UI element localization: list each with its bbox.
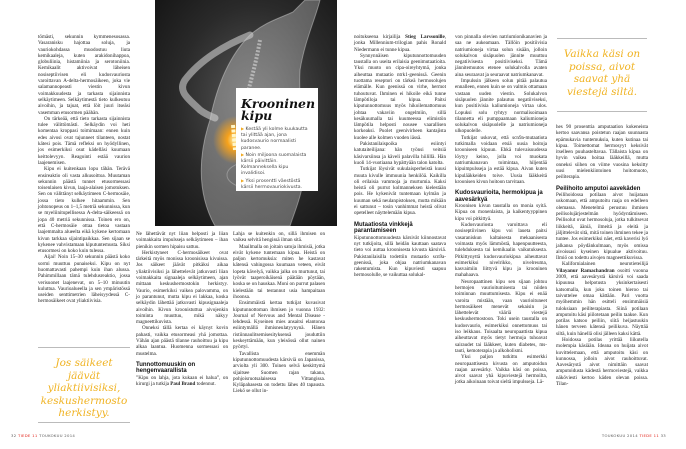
magazine-brand: TIEDE 11 <box>17 433 38 438</box>
issue-date: TOUKOKUU 2014 <box>601 433 638 438</box>
paragraph-text: Kalifornialainen neurotieteilijä <box>562 261 648 268</box>
issue-date: TOUKOKUU 2014 <box>39 433 76 438</box>
paragraph-text: Tutkijat uskovat, että scn9a-mutaatiota tutkimalla voidaan etsiä uusia hoitoja krooniseen kipuun. Ehkä tulevaisuudessa löytyy keino, jolla voi muokata natriumkanavan toimintaa, hiljentää kipuimpulsseja ja estää kipua. Aivan kuten kipulääkkeiden toive. Uusia lääkkeitä kroonisen kivun hoitoon tarvitaan. <box>455 134 547 185</box>
right-column-1 <box>354 34 446 279</box>
paragraph-text: Peilihoidossa potilaan aivot huijataan uskomaan, että amputoitu raaja on edelleen olemassa. Menetelmä perustuu ihmisen peilisolujärjestelmän hyödyntämiseen. Peilisolut ovat hermosoluja, jotka tulkitsevat liikkeitä, ääniä, ilmeitä ja eleitä ja jäljittelevät sitä, mitä toinen ihminen tekee ja tuntee. Jos esimerkiksi näet, että kaverisi lyö jalkansa pöydänkulmaan, myös omissa aivoissasi kyseinen kipualue aktivoituu. Ilmiö on todettu aivojen magneettikuvissa. <box>556 192 648 262</box>
magazine-brand: TIEDE 11 <box>639 433 660 438</box>
paragraph-text: Herkistyneet C-hermosäikeet ovat tärkeitä myös monissa kroonisissa kivuissa. Jos säikeet jäävät pitkäksi aikaa yliaktiivisiksi ja lähettelevät jatkuvasti liian voimakkaita signaaleja selkäytimeen, ajan mittaan keskushermostokin herkistyy. Vaurio, esimerkiksi vaikea palovamma, on jo parantunut, mutta kipu ei lakkaa, koska selkäydin lähettää jatkuvasti kipusignaaleja aivoihin. Kivun kroonistuttua aivojenkin toiminta muuttuu, mikä näkyy magneettikuvista. <box>136 249 228 326</box>
paragraph-text: tömästi, sekunnin kymmenesosassa. Vasaranisku hajottaa soluja, ja vauriokohdassa muodostuu liuta kemikaaleja, kuten arakidonihappoa, globuliinia, histamiinia ja serotoniinia. Kemikaalit aktivoivat läheisen nosiseptiivisen eli kudosvauriosta varoittavan A-delta-hermosäikeen, joka vie salamannopeasti viestin kivun voimakkuudesta ja tarkasta sijainnista selkäytimeen. Selkäytimestä tieto kulkeutuu aivoihin, ja tajuat, että löit juuri itseäsi vasemman etusormen päähän. <box>38 34 130 116</box>
right-column-2 <box>455 34 547 386</box>
body-paragraph <box>38 166 130 254</box>
infobox-item-text: Noin miljoona suomalaista kärsii päivittäin. Kolmanneksella kipu invalidisoi. <box>241 152 307 177</box>
body-paragraph <box>354 53 446 141</box>
page-number: 33 <box>660 433 666 438</box>
left-column-2 <box>136 231 228 388</box>
paragraph-text: Yksi paljon tutkittu esimerkki neuropaattisesta kivusta on amputoidun raajan aavesärky. Vaikka käsi on poissa, aivot saavat yhä kipuviestejä hermoilta, jotka aikoinaan toivat sieltä impulsseja. Lä- <box>455 354 547 386</box>
body-paragraph <box>38 116 130 166</box>
body-paragraph <box>455 203 547 222</box>
pull-quote <box>557 38 647 112</box>
section-subheading: Peilihoito amputoi aavekäden <box>556 185 641 192</box>
page-footer-right <box>602 433 666 438</box>
paragraph-text: Ensimmäistä kertaa tutkijat kuvasivat kiputunnottoman ihmisen jo vuonna 1932: Journal of Nervous and Mental Disease -lehdessä. Kyseinen mies ansaitsi elantonsa esiintymällä ihmisneulatyynynä. Hänen ristiinnaulitsemisesityksensä jouduttiin keskeyttämään, kun yleisössä ollut nainen pyörtyi. <box>233 300 325 351</box>
body-paragraph <box>354 235 446 279</box>
paragraph-text: Ne lähettävät nyt liian helposti ja liian voimakkaita impulsseja selkäytimeen – ihan pienikin sormen hipaisu sattuu. <box>136 231 228 250</box>
chronic-pain-infobox <box>236 88 318 191</box>
body-paragraph <box>233 244 325 301</box>
paragraph-text: Hoidossa potilas yrittää liikutella molempia käsiään. Ideana on huijata aivot kuvittelemaan, että amputoitu käsi on kunnossa, jolloin aivot rauhoittuvat. Aavesärystä aivot nimittäin saavat amputoidusta kädestä hermoviestejä, vaikka näköviesti kertoo käden olevan poissa. Tilan- <box>556 337 648 388</box>
body-paragraph <box>556 192 648 261</box>
bold-name: Stieg Larssonille <box>405 34 445 40</box>
body-paragraph <box>136 325 228 356</box>
paragraph-text: Lahja se kuitenkin on, sillä ihmisen on vaikea selvitä hengissä ilman sitä. <box>233 231 325 244</box>
body-paragraph <box>38 254 130 304</box>
page-number: 32 <box>11 433 17 438</box>
paragraph-text: von pinnalla olevien natriumionikanavien ja saa ne aukeamaan. Tällöin positiivisia natriumioneja virtaa solun sisään, jolloin solukalvon sisäpuolen jännite muuttuu negatiivisesta positiiviseksi. Tämä jännitemuutos etenee solukalvolla avaten aina seuraavat ja seuraavat natriumkanavat. <box>455 34 547 78</box>
body-paragraph <box>136 375 228 388</box>
body-paragraph <box>38 34 130 116</box>
paragraph-text: Kudosvauriosta varoittava eli nosiseptiivinen kipu voi laueta paitsi vasaraniskun kaltaisesta mekaanisesta voimasta myös lämmöstä, hapenpuutteesta, tulehduksesta tai kemikaalin vaikutuksesta. Pitkittynyttä kudosvauriokipua aiheuttavat esimerkiksi nivelrikko, nivelreuma, kasvaimiin liittyvä kipu ja krooninen mahahaava. <box>455 222 547 279</box>
left-column-1 <box>38 34 130 305</box>
bold-name: Vilayanur Ramachandran <box>556 267 615 274</box>
left-column-3 <box>233 231 325 395</box>
paragraph-text: hes 90 prosenttia amputaation kokeneista kertoo saavansa poistetun raajan suunnasta epämukavia tuntemuksia, kuten kutinaa tai kipua. Toimettomat hermosyyt keksivät itselleen puuhasteltavaa. Tällaista kipua on hyvin vaikea hoitaa lääkkeillä, mutta onneksi siihen on viime vuosina keksitty uusi mielenkiintoinen hoitomuoto, peiliterapia. <box>556 124 648 181</box>
paragraph-text: , jonka Millennium-trilogian pahis Ronald Niedermann ei tunne kipua. <box>354 34 446 53</box>
paragraph-text: Onneksi tällä kertaa ei käynyt kovin pahasti, vaikka etusormeasi yhä jomottaa. Vähän ajan päästä tilanne rauhoittuu ja kipu alkaa laantua. Huomenna sormessasi on mustelma. <box>136 325 228 357</box>
pull-quote <box>38 347 130 423</box>
paragraph-text: Pakistanilaispoika esiintyi katutaiteilijana: hän työnsi veitsiä käsivarsiinsa ja käveli palavilla hiilillä. Hän kuoli 14-vuotiaana hypättyään talon katolta. <box>354 141 446 166</box>
paragraph-text: ”Kipu on lahja, jota kukaan ei halua”, on kirurgi ja tutkija <box>136 374 228 388</box>
right-page <box>343 0 686 449</box>
paragraph-text: Kipu ei kuitenkaan lopu tähän. Terävä ensireaktio oli vasta alkusoittoa. Muutaman sekunnin päästä tunnet etusormessasi toisenlaisen kivun, laaja-alaisen jomotuksen. Sen on välittänyt selkäytimeen C-hermosäie, jossa tieto kulkee hitaammin. Sen johtonopeus on 1–1,5 metriä sekunnissa, kun se myeliinitupellisessa A-delta-säikeessä on jopa 40 metriä sekunnissa. Toinen ero on, että C-hermosäie ottaa tietoa vastaan laajemmalta alueelta eikä kykene kertomaan kivun tarkkaa sijaintipaikkaa. Sen sijaan se kykenee vahvistamaan kiputuntemusta. Siksi etusormesi on koko kuin tulessa. <box>38 166 130 255</box>
infobox-item-text: Kestää yli kolme kuukautta tai ylittää ajan, jona kudosvaurio normaalisti paranee. <box>241 127 308 151</box>
triangle-bullet-icon: ▶ <box>241 177 245 183</box>
paragraph-text: Neuropaattinen kipu sen sijaan johtuu hermojen vaurioitumisesta tai niiden toiminnan muuttumisesta. Kipu ei enää varoita mistään, vaan vaurioituneet hermosäikeet menevät sekaisin ja lähettelevät vääriä viestejä keskushermostoon. Toki usein taustalla on kudosvaurio, esimerkiksi onnettomuus tai iso leikkaus. Toisaalta neuropaattista kipua aiheuttavat myös tietyt hermoja tuhoavat sairaudet tai lääkkeet, kuten diabetes, ms-tauti, kemoterapia ja alkoholismi. <box>455 278 547 354</box>
infobox-item-text: Yksi prosentti väestöstä kärsii hermovauriokivusta. <box>241 178 302 190</box>
paragraph-text: On tärkeää, että tieto tarkasta sijainnista tulee välittömästi. Selkäydin voi heti komentaa kroppasi toimimaan: ennen kuin edes aivosi ovat tajunneet tilanteen, nostat kätesi pois. Tämä refleksi on hyödyllinen, jos esimerkiksi osut kädelläsi kuumaan keittolevyyn. Reagointi estää vaurion laajenemisen. <box>38 115 130 166</box>
paragraph-text: todennut. <box>195 381 216 388</box>
pull-quote-text: Vaikka käsi on poissa, aivot saavat yhä viestejä siltä. <box>563 48 641 98</box>
pull-quote-text: Jos säikeet jäävät yliaktiivisiksi, keskushermosto herkistyy. <box>40 357 128 419</box>
body-paragraph <box>136 250 228 326</box>
infobox-item <box>241 126 313 152</box>
paragraph-text: Aijai! Noin 15–30 sekunnin päästä koko sormi muuttuu punaiseksi. Kipu on nyt huomattavasti pahempi kuin ihan alussa. Pahimmillaan tämä tulehdusreaktio, jossa verisuonet laajenevat, on 5–10 minuutin kuluttua. Vaurioalueella ja sen ympäristössä useiden senttimetrien läheisyydessä C-hermosäikeet ovat yliaktiivisia. <box>38 254 130 305</box>
paragraph-text: Synnynnäisen kiputunnottomuuden taustalla on useita erilaisia geenimutaatioita. Yksi muoto on cipa-oireyhtymä, jonka aiheuttaa mutaatio ntrk1-geenissä. Geenin tuottama reseptori on tärkeä hermosolujen elämälle. Kun geenissä on virhe, hermot tuhoutuvat. Ihminen ei hikoile eikä tunne lämpötiloja tai kipua. Paitsi kiputunnottomuus myös hikoilemattomuus johtaa vakaviin ongelmiin, sillä kesäkuumalla tai kuumeessa elimistön lämpötila helposti nousee vaarallisen korkeaksi. Puolet geenivirheen kantajista kuolee alle kolmen vuoden iässä. <box>354 52 446 141</box>
body-paragraph <box>455 222 547 279</box>
triangle-bullet-icon: ▶ <box>241 151 245 157</box>
section-subheading: Mutaatiosta vinkkejä parantamiseen <box>354 221 413 235</box>
paragraph-text: Impulssin jälkeen solun pitää palautua ennalleen, ennen kuin se on valmis ottamaan vastaan uuden viestin. Solukalvon sisäpuolen jännite palautuu negatiiviseksi, kun positiivisia kaliumioneja virtaa ulos. Lopuksi solu ryhtyy normalisoimaan tilannetta eli pumppaamaan kaliumioneja solukalvon sisäpuolelle ja natriumioneja ulkopuolelle. <box>455 78 547 135</box>
right-column-3 <box>556 124 648 387</box>
infobox-title: Krooninen kipu <box>241 96 316 123</box>
triangle-bullet-icon: ▶ <box>241 126 245 131</box>
paragraph-text: Kiputunnottomuudesta kärsivät kiinnostavat nyt tutkijoita, sillä heidän kauttaan saatava tieto voi auttaa kroonisesta kivusta kärsiviä. Pakistanilaisilla todettiin mutaatio scn9a-geenissä, joka ohjaa natriumkanavan rakentumista. Kun kipuviesti saapuu hermosolulle, se vaikuttaa solukal- <box>354 234 446 279</box>
paragraph-text: Kroonisen kivun taustalla on monia syitä. Kipua on monenlaista, ja kaikentyyppinen kipu voi pitkittyä. <box>455 203 547 222</box>
bold-name: Paul Brand <box>170 381 196 388</box>
paragraph-text: noitukseena kirjailija <box>354 34 406 40</box>
body-paragraph <box>136 231 228 250</box>
section-subheading: Kudosvaurioita, hermokipua ja aavesärkyä <box>455 190 543 203</box>
infobox-item <box>241 178 313 191</box>
body-paragraph <box>556 124 648 181</box>
body-paragraph <box>354 141 446 166</box>
paragraph-text: Tavallista enemmän kiputunnottomuudesta kärsiviä on Japanissa, arviolta yli 300. Toinen selvä keskittymä sijaitsee Suomen rajan takana, pohjoisruotsalaisessa Vittangissa. Kyläpahasesta on todettu lähes 40 tapausta. Liekö se ollut in- <box>233 350 325 395</box>
body-paragraph <box>354 34 446 53</box>
paragraph-text: osoitti vuonna 2009, että aavesärystä kärsivä voi saada kipuunsa helpotusta yksinkertaisesti katsomalla, kun joku toinen hieroo tai taivuttelee omaa kättään. Pari vuotta myöhemmin hän esitteli ensimmäisiä tuloksiaan peiliterapiasta. Siinä potilaan amputoitu käsi piilotetaan peilin taakse. Kun potilas katsoo peiliin, siitä heijastuukin hänen terveen kätensä peilikuva. Näyttää siltä, kuin hänellä olisi jälleen kaksi kättä. <box>556 267 648 337</box>
body-paragraph <box>455 78 547 135</box>
page-footer-left <box>11 433 75 438</box>
paragraph-text: Maailmalla on joitain satoja ihmisiä, jotka eivät kykene tuntemaan kipua. Heistä on paljon kertomuksia: miten he kastavat kätensä vahingossa kuumaan veteen, eivät lopeta kävelyä, vaikka jalka on murtunut, tai lyövät taaperoikäisenä päätään pöytään, koska se on hauskaa. Moni on purrut palasen kielestään tai testannut usia hampaitaan ihoonsa. <box>233 243 326 300</box>
infobox-item <box>241 152 313 178</box>
body-paragraph <box>354 166 446 216</box>
body-paragraph <box>455 354 547 385</box>
body-paragraph <box>455 279 547 355</box>
section-subheading: Tunnottomuuskin on hengenvaarallista <box>136 361 196 375</box>
body-paragraph <box>233 231 325 244</box>
body-paragraph <box>556 261 648 337</box>
body-paragraph <box>233 351 325 395</box>
body-paragraph <box>556 337 648 387</box>
paragraph-text: Tutkijat löysivät sukulaisperheistä kuusi muuta kivulle immuunia henkilöä. Kaikilla oli erilaisia vammoja ja murtumia. Kaksi heistä oli purrut kolmanneksen kielestään pois. He kykenivät tuntemaan kylmän ja kuuman sekä neulanpistoksen, mutta mikään ei sattunut – tosin vanhimmat heistä olivat opetelleet näyttelemään kipua. <box>354 166 446 217</box>
body-paragraph <box>455 34 547 78</box>
body-paragraph <box>233 300 325 350</box>
body-paragraph <box>455 135 547 185</box>
